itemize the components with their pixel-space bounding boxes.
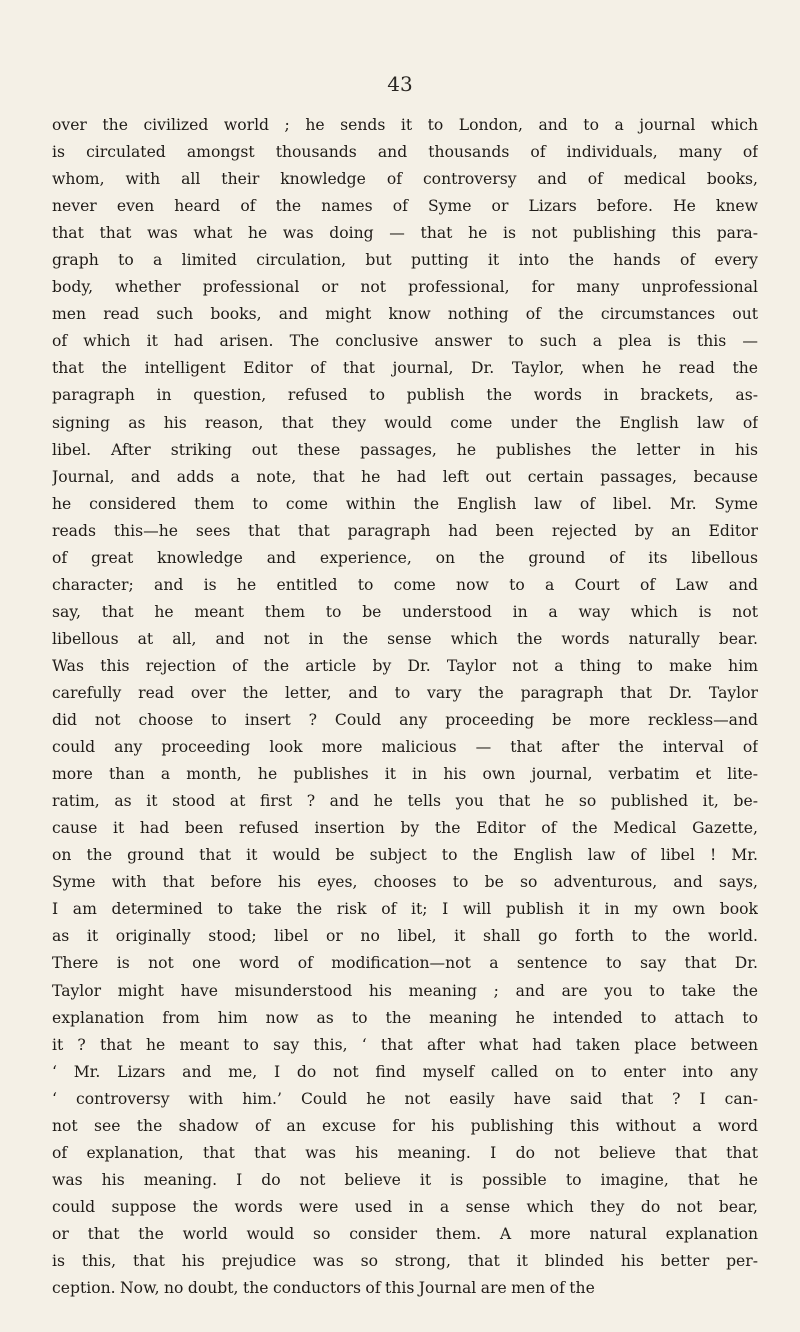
text-line: could any proceeding look more malicious — that after the interval of (52, 738, 758, 757)
text-line: carefully read over the letter, and to vary the paragraph that Dr. Taylor (52, 683, 758, 702)
text-line: ratim, as it stood at first ? and he tells you that he so published it, be- (52, 792, 758, 811)
text-line: did not choose to insert ? Could any proceeding be more reckless—and (52, 711, 758, 730)
text-line: I am determined to take the risk of it; I will publish it in my own book (52, 900, 758, 919)
text-line: signing as his reason, that they would come under the English law of (52, 413, 758, 432)
text-line: ‘ controversy with him.’ Could he not easily have said that ? I can- (52, 1089, 758, 1108)
text-line: Was this rejection of the article by Dr. Taylor not a thing to make him (52, 656, 758, 675)
page-number: 43 (387, 72, 413, 96)
text-line: of great knowledge and experience, on the ground of its libellous (52, 548, 758, 567)
text-line: he considered them to come within the English law of libel. Mr. Syme (52, 494, 758, 513)
text-line: body, whether professional or not professional, for many unprofessional (52, 278, 758, 297)
text-line: on the ground that it would be subject to the English law of libel ! Mr. (52, 846, 758, 865)
text-line: cause it had been refused insertion by the Editor of the Medical Gazette, (52, 819, 758, 838)
text-line: of explanation, that that was his meaning. I do not believe that that (52, 1143, 758, 1162)
text-line: paragraph in question, refused to publish the words in brackets, as- (52, 386, 758, 405)
text-line: ‘ Mr. Lizars and me, I do not find myself called on to enter into any (52, 1062, 758, 1081)
text-line: that that was what he was doing — that he is not publishing this para- (52, 224, 758, 243)
body-text (52, 112, 758, 1302)
text-line: say, that he meant them to be understood in a way which is not (52, 602, 758, 621)
text-line: Taylor might have misunderstood his meaning ; and are you to take the (52, 981, 758, 1000)
text-line: libel. After striking out these passages, he publishes the letter in his (52, 440, 758, 459)
text-line: of which it had arisen. The conclusive answer to such a plea is this — (52, 332, 758, 351)
text-line: whom, with all their knowledge of controversy and of medical books, (52, 170, 758, 189)
text-line: character; and is he entitled to come now to a Court of Law and (52, 575, 758, 594)
text-line: as it originally stood; libel or no libel, it shall go forth to the world. (52, 927, 758, 946)
text-line: never even heard of the names of Syme or Lizars before. He knew (52, 197, 758, 216)
text-line: it ? that he meant to say this, ‘ that after what had taken place between (52, 1035, 758, 1054)
text-line: is this, that his prejudice was so strong, that it blinded his better per- (52, 1251, 758, 1270)
text-line: graph to a limited circulation, but putting it into the hands of every (52, 251, 758, 270)
text-line: Journal, and adds a note, that he had left out certain passages, because (52, 467, 758, 486)
text-line: was his meaning. I do not believe it is possible to imagine, that he (52, 1170, 758, 1189)
text-line: over the civilized world ; he sends it to London, and to a journal which (52, 116, 758, 134)
text-line: more than a month, he publishes it in his own journal, verbatim et lite- (52, 765, 758, 784)
text-line: libellous at all, and not in the sense which the words naturally bear. (52, 629, 758, 648)
text-line: men read such books, and might know nothing of the circumstances out (52, 305, 758, 324)
text-line: not see the shadow of an excuse for his publishing this without a word (52, 1116, 758, 1135)
text-line: ception. Now, no doubt, the conductors of this Journal are men of the (52, 1279, 595, 1298)
text-line: is circulated amongst thousands and thousands of individuals, many of (52, 143, 758, 162)
text-line: explanation from him now as to the meaning he intended to attach to (52, 1008, 758, 1027)
text-line: Syme with that before his eyes, chooses to be so adventurous, and says, (52, 873, 758, 892)
text-line: reads this—he sees that that paragraph had been rejected by an Editor (52, 521, 758, 540)
text-line: or that the world would so consider them. A more natural explanation (52, 1224, 758, 1243)
text-line: could suppose the words were used in a sense which they do not bear, (52, 1197, 758, 1216)
text-line: that the intelligent Editor of that journal, Dr. Taylor, when he read the (52, 359, 758, 378)
text-line: There is not one word of modification—not a sentence to say that Dr. (52, 954, 758, 973)
